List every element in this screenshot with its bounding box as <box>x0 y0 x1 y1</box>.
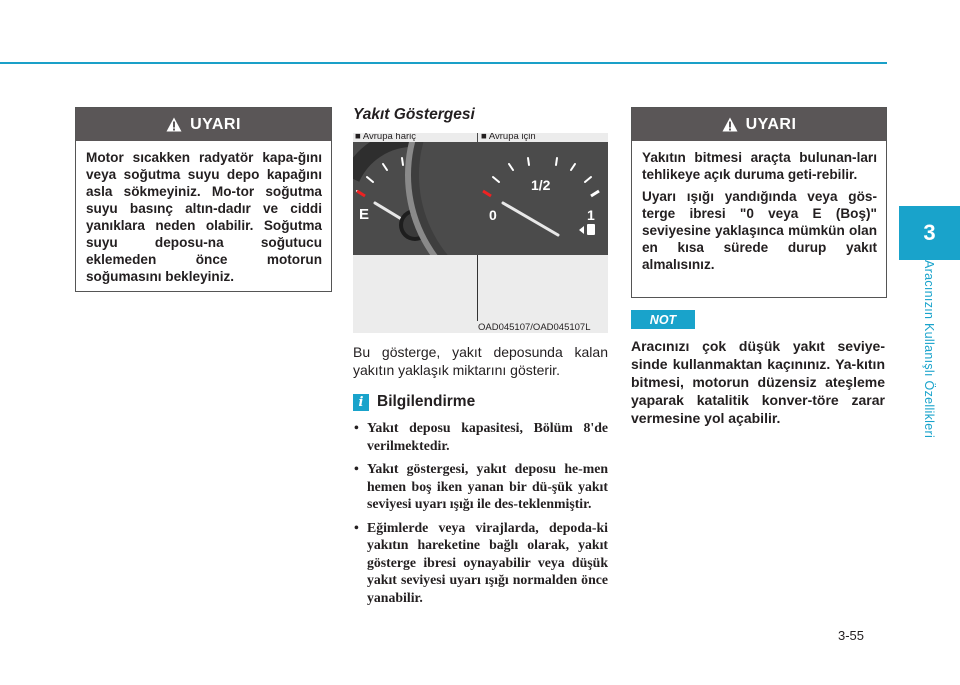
list-item: • Eğimlerde veya virajlarda, depoda-ki yakıtın hareketine bağlı olarak, yakıt gösterge ibresi oynayabilir veya düşük yakıt seviyesi uyarı ışığı normalden önce yanabilir. <box>353 519 608 607</box>
warning-header-label: UYARI <box>190 115 241 133</box>
figure-label-left: ■ Avrupa hariç <box>355 133 417 142</box>
list-item: • Yakıt deposu kapasitesi, Bölüm 8'de verilmektedir. <box>353 419 608 454</box>
gauge-right-full: 1 <box>587 207 595 223</box>
page-number: 3-55 <box>838 628 865 643</box>
warning-header-label: UYARI <box>745 115 797 133</box>
warning-triangle-icon <box>722 117 738 132</box>
warning-box-fuel <box>631 107 887 298</box>
list-item: • Yakıt göstergesi, yakıt deposu he-men hemen boş iken yanan bir dü-şük yakıt seviyesi uyarı ışığı ile des-teklenmiştir. <box>353 460 608 513</box>
chapter-title: Aracınızın Kullanışlı Özellikleri <box>922 260 936 439</box>
note-badge: NOT <box>631 310 695 329</box>
fuel-gauge-figure <box>353 133 608 333</box>
warning-box-radiator <box>75 107 332 292</box>
fuel-gauge-illustration <box>353 133 608 333</box>
top-rule <box>0 62 887 64</box>
figure-code: OAD045107/OAD045107L <box>478 322 591 333</box>
info-heading <box>353 393 475 411</box>
warning-header <box>632 108 886 141</box>
info-title: Bilgilendirme <box>377 393 476 410</box>
gauge-right-empty: 0 <box>489 207 497 223</box>
figure-divider <box>477 255 478 321</box>
figure-label-right: ■ Avrupa için <box>481 133 536 142</box>
section-title: Yakıt Göstergesi <box>353 106 475 123</box>
note-text: Aracınızı çok düşük yakıt seviye-sinde kullanmaktan kaçınınız. Ya-kıtın bitmesi, motorun düzensiz ateşleme yaparak katalitik konver-töre zarar vermesine yol açabilir. <box>631 338 885 426</box>
info-bullet-list <box>353 419 608 612</box>
chapter-tab: 3 <box>899 206 960 260</box>
warning-header <box>76 108 331 141</box>
warning-paragraph: Yakıtın bitmesi araçta bulunan-ları tehlikeye açık duruma geti-rebilir. <box>642 150 877 182</box>
warning-paragraph: Uyarı ışığı yandığında veya gös-terge ibresi "0 veya E (Boş)" seviyesine yaklaşınca mümkün olan en kısa sürede durup yakıt almalısınız. <box>642 189 877 272</box>
warning-body <box>76 141 331 298</box>
info-icon: i <box>353 394 369 411</box>
warning-body <box>632 141 886 286</box>
gauge-description: Bu gösterge, yakıt deposunda kalan yakıtın yaklaşık miktarını gösterir. <box>353 344 608 378</box>
warning-triangle-icon <box>166 117 182 132</box>
gauge-right-half: 1/2 <box>531 177 551 193</box>
gauge-left-empty: E <box>359 206 370 223</box>
warning-paragraph: Motor sıcakken radyatör kapa-ğını veya soğutma suyu depo kapağını asla sökmeyiniz. Mo-tor soğutma suyu basınç altın-dadır ve ciddi yanıklara neden olabilir. Soğutma suyu deposu-na soğutucu eklemeden önce motorun soğumasını bekleyiniz. <box>86 150 322 284</box>
